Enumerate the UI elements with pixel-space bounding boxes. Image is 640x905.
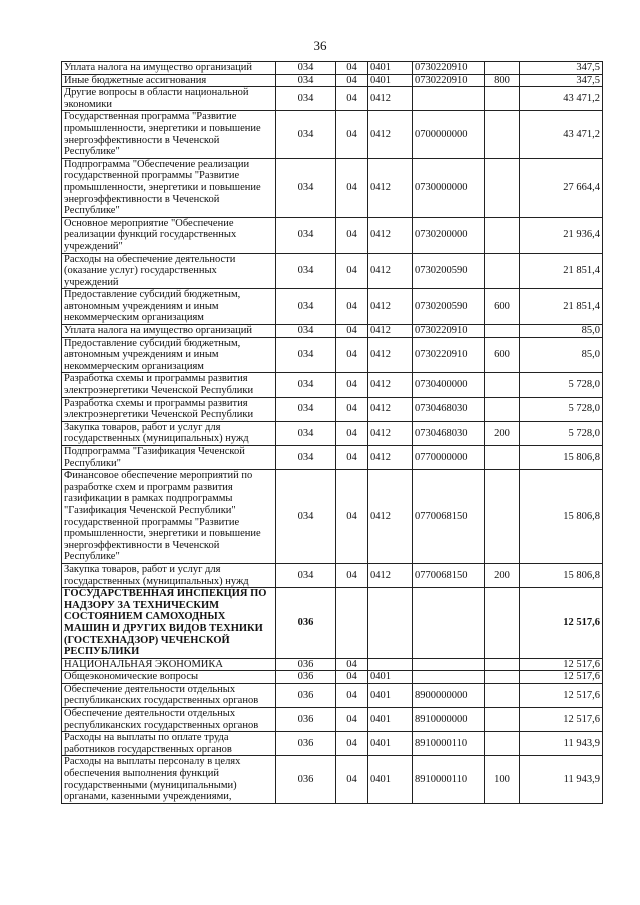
row-amount: 15 806,8 xyxy=(520,563,603,587)
row-target-code: 8900000000 xyxy=(413,683,485,707)
row-subsection-code: 0412 xyxy=(368,87,413,111)
row-expense-code xyxy=(485,87,520,111)
row-section-code: 04 xyxy=(336,683,368,707)
row-section-code: 04 xyxy=(336,756,368,803)
table-row xyxy=(62,708,603,732)
row-name: Уплата налога на имущество организаций xyxy=(62,325,276,338)
row-expense-code xyxy=(485,253,520,289)
table-row xyxy=(62,289,603,325)
row-expense-code: 800 xyxy=(485,74,520,87)
row-subsection-code: 0412 xyxy=(368,470,413,564)
row-expense-code: 200 xyxy=(485,421,520,445)
row-ministry-code: 034 xyxy=(276,470,336,564)
table-row xyxy=(62,253,603,289)
row-target-code: 0730468030 xyxy=(413,397,485,421)
row-ministry-code: 034 xyxy=(276,111,336,158)
row-name: Закупка товаров, работ и услуг для государственных (муниципальных) нужд xyxy=(62,421,276,445)
row-amount: 85,0 xyxy=(520,337,603,373)
row-amount: 12 517,6 xyxy=(520,658,603,671)
row-expense-code: 200 xyxy=(485,563,520,587)
row-target-code: 8910000110 xyxy=(413,756,485,803)
row-name: Разработка схемы и программы развития электроэнергетики Чеченской Республики xyxy=(62,397,276,421)
row-subsection-code: 0412 xyxy=(368,373,413,397)
row-ministry-code: 036 xyxy=(276,683,336,707)
row-amount: 5 728,0 xyxy=(520,421,603,445)
row-amount: 12 517,6 xyxy=(520,683,603,707)
row-name: Другие вопросы в области национальной экономики xyxy=(62,87,276,111)
row-amount: 21 851,4 xyxy=(520,253,603,289)
row-section-code: 04 xyxy=(336,373,368,397)
row-subsection-code: 0412 xyxy=(368,111,413,158)
row-subsection-code: 0401 xyxy=(368,62,413,75)
row-name: Обеспечение деятельности отдельных республиканских государственных органов xyxy=(62,708,276,732)
row-amount: 347,5 xyxy=(520,62,603,75)
row-ministry-code: 034 xyxy=(276,217,336,253)
row-subsection-code xyxy=(368,588,413,659)
row-amount: 15 806,8 xyxy=(520,470,603,564)
table-row xyxy=(62,373,603,397)
row-name: Расходы на обеспечение деятельности (оказание услуг) государственных учреждений xyxy=(62,253,276,289)
row-expense-code xyxy=(485,708,520,732)
row-ministry-code: 034 xyxy=(276,397,336,421)
row-ministry-code: 034 xyxy=(276,421,336,445)
row-target-code: 0730220910 xyxy=(413,74,485,87)
row-name: Подпрограмма "Газификация Чеченской Республики" xyxy=(62,446,276,470)
row-subsection-code: 0412 xyxy=(368,421,413,445)
table-row xyxy=(62,62,603,75)
row-subsection-code: 0412 xyxy=(368,289,413,325)
row-subsection-code: 0412 xyxy=(368,253,413,289)
row-ministry-code: 036 xyxy=(276,756,336,803)
row-section-code: 04 xyxy=(336,658,368,671)
row-subsection-code: 0412 xyxy=(368,325,413,338)
row-name: Закупка товаров, работ и услуг для государственных (муниципальных) нужд xyxy=(62,563,276,587)
row-expense-code xyxy=(485,111,520,158)
row-target-code: 0730200590 xyxy=(413,253,485,289)
table-row xyxy=(62,563,603,587)
row-target-code: 0730200590 xyxy=(413,289,485,325)
row-subsection-code: 0412 xyxy=(368,563,413,587)
row-section-code: 04 xyxy=(336,421,368,445)
row-target-code: 0770000000 xyxy=(413,446,485,470)
page-number: 36 xyxy=(313,38,327,53)
table-row xyxy=(62,658,603,671)
row-amount: 12 517,6 xyxy=(520,708,603,732)
table-row xyxy=(62,111,603,158)
row-amount: 43 471,2 xyxy=(520,111,603,158)
table-row xyxy=(62,683,603,707)
row-ministry-code: 034 xyxy=(276,563,336,587)
row-amount: 11 943,9 xyxy=(520,732,603,756)
row-section-code: 04 xyxy=(336,74,368,87)
row-target-code: 0770068150 xyxy=(413,470,485,564)
table-row xyxy=(62,470,603,564)
row-name: Общеэкономические вопросы xyxy=(62,671,276,684)
row-section-code: 04 xyxy=(336,708,368,732)
row-name: ГОСУДАРСТВЕННАЯ ИНСПЕКЦИЯ ПО НАДЗОРУ ЗА ТЕХНИЧЕСКИМ СОСТОЯНИЕМ САМОХОДНЫХ МАШИН И ДРУГИХ ВИДОВ ТЕХНИКИ (ГОСТЕХНАДЗОР) ЧЕЧЕНСКОЙ РЕСПУБЛИКИ xyxy=(62,588,276,659)
row-name: Иные бюджетные ассигнования xyxy=(62,74,276,87)
row-name: Предоставление субсидий бюджетным, автономным учреждениям и иным некоммерческим организациям xyxy=(62,337,276,373)
row-amount: 85,0 xyxy=(520,325,603,338)
row-amount: 5 728,0 xyxy=(520,397,603,421)
row-amount: 15 806,8 xyxy=(520,446,603,470)
row-section-code: 04 xyxy=(336,563,368,587)
row-amount: 11 943,9 xyxy=(520,756,603,803)
row-expense-code xyxy=(485,373,520,397)
row-ministry-code: 034 xyxy=(276,289,336,325)
row-section-code: 04 xyxy=(336,111,368,158)
row-subsection-code: 0412 xyxy=(368,446,413,470)
row-target-code: 8910000000 xyxy=(413,708,485,732)
row-expense-code xyxy=(485,217,520,253)
table-row xyxy=(62,732,603,756)
row-subsection-code: 0412 xyxy=(368,337,413,373)
row-name: Расходы на выплаты персоналу в целях обеспечения выполнения функций государственными (муниципальными) органами, казенными учреждениями, xyxy=(62,756,276,803)
table-row xyxy=(62,87,603,111)
row-amount: 27 664,4 xyxy=(520,158,603,217)
row-name: Предоставление субсидий бюджетным, автономным учреждениям и иным некоммерческим организациям xyxy=(62,289,276,325)
row-subsection-code: 0401 xyxy=(368,671,413,684)
row-section-code: 04 xyxy=(336,732,368,756)
table-row xyxy=(62,397,603,421)
row-target-code xyxy=(413,588,485,659)
row-expense-code xyxy=(485,588,520,659)
row-section-code: 04 xyxy=(336,470,368,564)
row-target-code: 0730220910 xyxy=(413,62,485,75)
row-name: Государственная программа "Развитие промышленности, энергетики и повышение энергоэффективности в Чеченской Республике" xyxy=(62,111,276,158)
row-ministry-code: 034 xyxy=(276,158,336,217)
row-target-code: 0730468030 xyxy=(413,421,485,445)
row-ministry-code: 034 xyxy=(276,253,336,289)
row-section-code: 04 xyxy=(336,289,368,325)
row-amount: 5 728,0 xyxy=(520,373,603,397)
row-subsection-code: 0412 xyxy=(368,158,413,217)
table-row xyxy=(62,588,603,659)
table-row xyxy=(62,671,603,684)
row-target-code xyxy=(413,671,485,684)
row-amount: 21 936,4 xyxy=(520,217,603,253)
row-amount: 12 517,6 xyxy=(520,671,603,684)
row-subsection-code: 0401 xyxy=(368,683,413,707)
row-target-code: 0730220910 xyxy=(413,325,485,338)
row-ministry-code: 034 xyxy=(276,373,336,397)
row-target-code: 0730000000 xyxy=(413,158,485,217)
row-subsection-code: 0401 xyxy=(368,732,413,756)
row-name: НАЦИОНАЛЬНАЯ ЭКОНОМИКА xyxy=(62,658,276,671)
table-row xyxy=(62,446,603,470)
row-expense-code xyxy=(485,470,520,564)
row-expense-code xyxy=(485,325,520,338)
row-target-code: 0730220910 xyxy=(413,337,485,373)
row-subsection-code: 0401 xyxy=(368,74,413,87)
table-row xyxy=(62,74,603,87)
row-section-code xyxy=(336,588,368,659)
row-amount: 43 471,2 xyxy=(520,87,603,111)
row-section-code: 04 xyxy=(336,217,368,253)
row-expense-code xyxy=(485,158,520,217)
row-name: Обеспечение деятельности отдельных республиканских государственных органов xyxy=(62,683,276,707)
row-target-code xyxy=(413,87,485,111)
row-ministry-code: 034 xyxy=(276,446,336,470)
row-ministry-code: 036 xyxy=(276,708,336,732)
row-amount: 21 851,4 xyxy=(520,289,603,325)
row-expense-code xyxy=(485,62,520,75)
row-amount: 12 517,6 xyxy=(520,588,603,659)
row-ministry-code: 036 xyxy=(276,588,336,659)
table-row xyxy=(62,217,603,253)
row-expense-code xyxy=(485,683,520,707)
row-ministry-code: 036 xyxy=(276,671,336,684)
row-section-code: 04 xyxy=(336,446,368,470)
row-subsection-code xyxy=(368,658,413,671)
row-ministry-code: 034 xyxy=(276,74,336,87)
row-section-code: 04 xyxy=(336,671,368,684)
row-expense-code xyxy=(485,732,520,756)
row-expense-code xyxy=(485,671,520,684)
row-ministry-code: 034 xyxy=(276,337,336,373)
row-ministry-code: 034 xyxy=(276,62,336,75)
table-row xyxy=(62,756,603,803)
row-name: Разработка схемы и программы развития электроэнергетики Чеченской Республики xyxy=(62,373,276,397)
row-section-code: 04 xyxy=(336,158,368,217)
row-subsection-code: 0412 xyxy=(368,397,413,421)
row-ministry-code: 034 xyxy=(276,87,336,111)
row-name: Расходы на выплаты по оплате труда работников государственных органов xyxy=(62,732,276,756)
row-target-code: 0700000000 xyxy=(413,111,485,158)
row-name: Подпрограмма "Обеспечение реализации государственной программы "Развитие промышленности, энергетики и повышение энергоэффективности в Чеченской Республике" xyxy=(62,158,276,217)
row-expense-code xyxy=(485,658,520,671)
row-target-code: 8910000110 xyxy=(413,732,485,756)
row-subsection-code: 0412 xyxy=(368,217,413,253)
row-section-code: 04 xyxy=(336,62,368,75)
row-expense-code: 600 xyxy=(485,337,520,373)
row-ministry-code: 034 xyxy=(276,325,336,338)
row-name: Финансовое обеспечение мероприятий по разработке схем и программ развития газификации в рамках подпрограммы "Газификация Чеченской Республики" государственной программы "Развитие промышленности, энергетики и повышение энергоэффективности в Чеченской Республике" xyxy=(62,470,276,564)
table-row xyxy=(62,325,603,338)
row-section-code: 04 xyxy=(336,397,368,421)
row-section-code: 04 xyxy=(336,87,368,111)
row-name: Уплата налога на имущество организаций xyxy=(62,62,276,75)
row-section-code: 04 xyxy=(336,253,368,289)
row-target-code: 0730400000 xyxy=(413,373,485,397)
table-row xyxy=(62,337,603,373)
row-target-code: 0730200000 xyxy=(413,217,485,253)
table-row xyxy=(62,421,603,445)
row-section-code: 04 xyxy=(336,325,368,338)
row-expense-code: 100 xyxy=(485,756,520,803)
row-expense-code xyxy=(485,446,520,470)
row-name: Основное мероприятие "Обеспечение реализации функций государственных учреждений" xyxy=(62,217,276,253)
row-section-code: 04 xyxy=(336,337,368,373)
row-target-code: 0770068150 xyxy=(413,563,485,587)
row-ministry-code: 036 xyxy=(276,658,336,671)
row-ministry-code: 036 xyxy=(276,732,336,756)
row-target-code xyxy=(413,658,485,671)
budget-table xyxy=(61,61,603,804)
table-row xyxy=(62,158,603,217)
row-subsection-code: 0401 xyxy=(368,756,413,803)
row-expense-code: 600 xyxy=(485,289,520,325)
row-subsection-code: 0401 xyxy=(368,708,413,732)
row-amount: 347,5 xyxy=(520,74,603,87)
row-expense-code xyxy=(485,397,520,421)
